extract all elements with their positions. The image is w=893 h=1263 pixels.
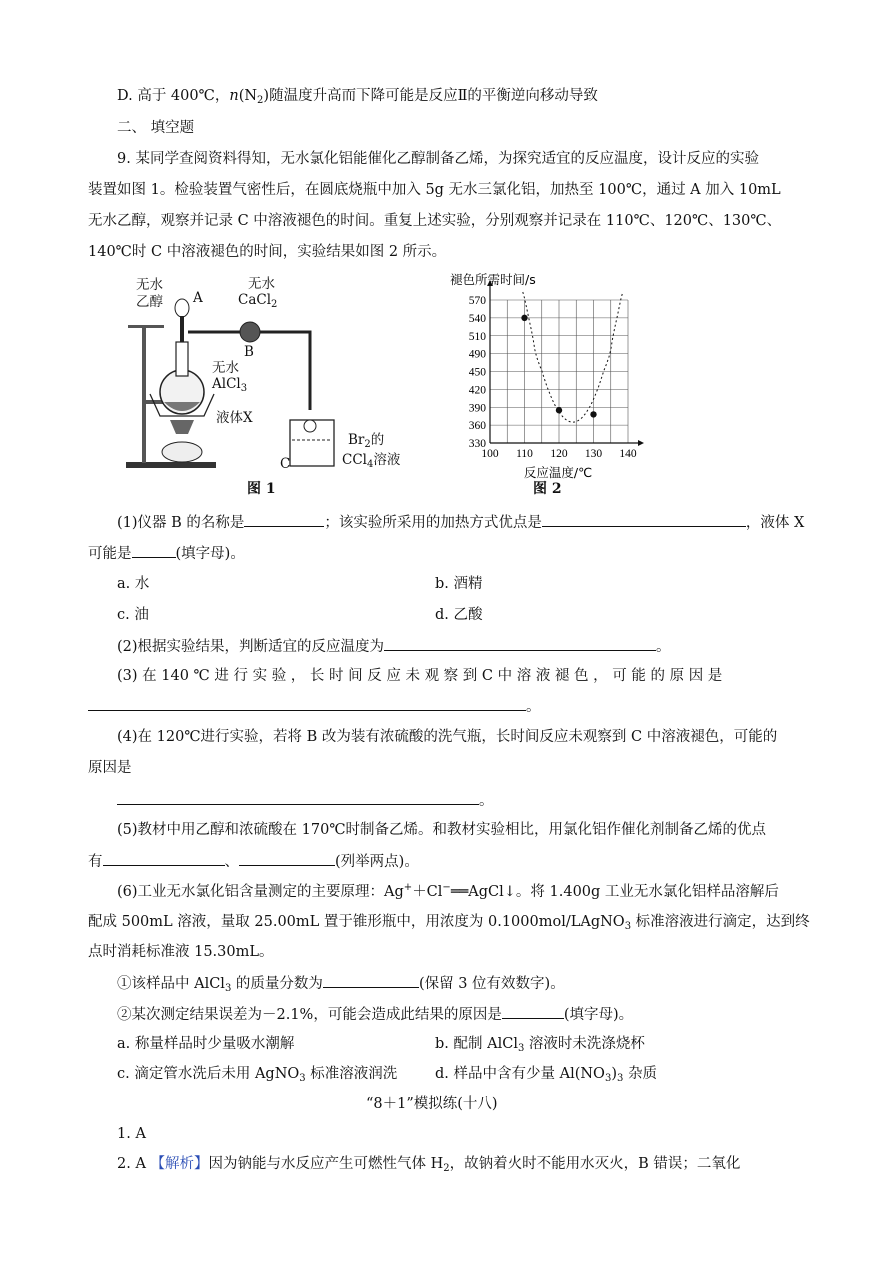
y-tick-label: 330 (468, 438, 486, 450)
flask-neck (176, 342, 188, 376)
question-9-line1: 9. 某同学查阅资料得知，无水氯化铝能催化乙醇制备乙烯，为探究适宜的反应温度，设计反应的实验 (117, 151, 759, 167)
stand-base (126, 462, 216, 468)
y-tick-label: 360 (468, 420, 486, 433)
data-point (521, 315, 527, 321)
trend-curve (523, 292, 623, 422)
x-axis-label: 反应温度/℃ (523, 465, 593, 480)
burner-flame (170, 420, 194, 434)
q5-line1: (5)教材中用乙醇和浓硫酸在 170℃时制备乙烯。和教材实验相比，用氯化铝作催化剂制备乙烯的优点 (117, 822, 767, 838)
q6-sub2: ②某次测定结果误差为－2.1%，可能会造成此结果的原因是 (填字母)。 (117, 1004, 633, 1025)
q3-line2: 。 (88, 696, 541, 717)
label-anhydrous-ethanol-1: 无水 (136, 277, 163, 293)
bulb-tip (304, 420, 316, 432)
data-point (590, 411, 596, 417)
q1-option-d: d. 乙酸 (435, 607, 483, 623)
blank-q1-advantage[interactable] (542, 512, 746, 527)
q5-line2: 有 、 (列举两点)。 (88, 851, 419, 872)
x-tick-label: 120 (550, 448, 568, 460)
label-liquid-x: 液体X (216, 410, 253, 426)
q4-line3: 。 (117, 790, 494, 811)
data-point (556, 407, 562, 413)
q1-option-b: b. 酒精 (435, 576, 483, 592)
x-tick-label: 140 (619, 448, 637, 460)
blank-q4[interactable] (117, 790, 479, 805)
q1-line1: (1)仪器 B 的名称是 ；该实验所采用的加热方式优点是 ，液体 X (117, 512, 804, 533)
figure-2-caption: 图 2 (533, 481, 562, 497)
q2-line: (2)根据实验结果，判断适宜的反应温度为 。 (117, 636, 671, 657)
chart-svg (440, 270, 650, 480)
blank-q6-cause[interactable] (502, 1004, 564, 1019)
q4-line2: 原因是 (88, 760, 132, 776)
label-b: B (244, 344, 254, 360)
label-c: C (280, 456, 291, 472)
x-tick-label: 110 (516, 448, 533, 460)
label-br2: $Br_2$的 (348, 432, 385, 450)
label-anhydrous-ethanol-2: 乙醇 (136, 294, 163, 310)
label-cacl2-1: 无水 (248, 276, 275, 292)
label-alcl3-2: AlCl$_3$ (212, 376, 248, 394)
q1-line2: 可能是 (填字母)。 (88, 543, 245, 564)
clamp-top (128, 325, 164, 328)
blank-q5-first[interactable] (103, 851, 225, 866)
blank-q6-mass-fraction[interactable] (323, 973, 419, 988)
q6-option-c: c. 滴定管水洗后未用 AgNO$_3$ 标准溶液润洗 (117, 1066, 398, 1084)
q1-option-a: a. 水 (117, 576, 150, 592)
label-alcl3-1: 无水 (212, 360, 239, 376)
funnel-stem (180, 316, 184, 342)
y-axis-label: 褪色所需时间/s (450, 272, 536, 287)
y-tick-label: 390 (468, 402, 486, 415)
y-tick-label: 570 (468, 295, 486, 307)
y-tick-label: 510 (468, 330, 486, 343)
answer-1: 1. A (117, 1126, 146, 1142)
option-d-line: D. 高于 400℃，$n(N_2)$随温度升高而下降可能是反应Ⅱ的平衡逆向移动导致 (117, 88, 598, 106)
stand-rod (142, 325, 146, 463)
q6-line1: (6)工业无水氯化铝含量测定的主要原理：Ag+＋Cl−══AgCl↓。将 1.400g 工业无水氯化铝样品溶解后 (117, 882, 779, 900)
drying-tube-b (240, 322, 260, 342)
analysis-tag: 【解析】 (150, 1156, 209, 1172)
label-cacl2-2: CaCl$_2$ (238, 292, 278, 310)
question-9-line4: 140℃时 C 中溶液褪色的时间，实验结果如图 2 所示。 (88, 244, 447, 260)
label-ccl4: CCl$_4$溶液 (342, 452, 401, 470)
answers-heading: “8＋1”模拟练(十八) (366, 1096, 498, 1112)
q3-line1: (3) 在 140 ℃ 进 行 实 验 ， 长 时 间 反 应 未 观 察 到 C 中 溶 液 褪 色 ， 可 能 的 原 因 是 (117, 668, 723, 684)
question-9-line2: 装置如图 1。检验装置气密性后，在圆底烧瓶中加入 5g 无水三氯化铝，加热至 100℃，通过 A 加入 10mL (88, 182, 781, 198)
figure-1-caption: 图 1 (247, 481, 276, 497)
y-tick-label: 450 (468, 366, 486, 379)
q6-option-a: a. 称量样品时少量吸水潮解 (117, 1036, 295, 1052)
answer-2: 2. A 【解析】因为钠能与水反应产生可燃性气体 $H_2$，故钠着火时不能用水灭火，B 错误；二氧化 (117, 1156, 741, 1174)
section-heading: 二、 填空题 (117, 120, 195, 136)
blank-q2[interactable] (384, 636, 656, 651)
y-tick-label: 540 (468, 312, 486, 325)
q4-line1: (4)在 120℃进行实验，若将 B 改为装有浓硫酸的洗气瓶，长时间反应未观察到 C 中溶液褪色，可能的 (117, 729, 778, 745)
blank-q1-liquid[interactable] (132, 543, 176, 558)
x-tick-label: 100 (481, 448, 499, 460)
q6-option-b: b. 配制 AlCl$_3$ 溶液时未洗涤烧杯 (435, 1036, 645, 1054)
q6-sub1: ①该样品中 AlCl$_3$ 的质量分数为 (保留 3 位有效数字)。 (117, 973, 565, 994)
delivery-tube-2 (260, 332, 310, 410)
y-tick-label: 420 (468, 384, 486, 397)
blank-q1-instrument[interactable] (244, 512, 324, 527)
alcohol-lamp (162, 442, 202, 462)
q6-option-d: d. 样品中含有少量 $Al(NO_3)_3$ 杂质 (435, 1066, 657, 1084)
q6-line3: 点时消耗标准液 15.30mL。 (88, 944, 274, 960)
x-tick-label: 130 (584, 448, 603, 460)
q1-option-c: c. 油 (117, 607, 149, 623)
blank-q5-second[interactable] (239, 851, 335, 866)
y-tick-label: 490 (468, 348, 486, 361)
x-axis-arrow (638, 440, 644, 446)
q6-line2: 配成 500mL 溶液，量取 25.00mL 置于锥形瓶中，用浓度为 0.1000mol/LAgNO$_3$ 标准溶液进行滴定，达到终 (88, 914, 810, 932)
figure-2-chart (440, 270, 650, 480)
blank-q3[interactable] (88, 696, 526, 711)
label-a: A (193, 290, 203, 306)
question-9-line3: 无水乙醇，观察并记录 C 中溶液褪色的时间。重复上述实验，分别观察并记录在 110℃、120℃、130℃、 (88, 213, 782, 229)
dropping-funnel (175, 299, 189, 317)
figure-1-apparatus (120, 270, 420, 470)
